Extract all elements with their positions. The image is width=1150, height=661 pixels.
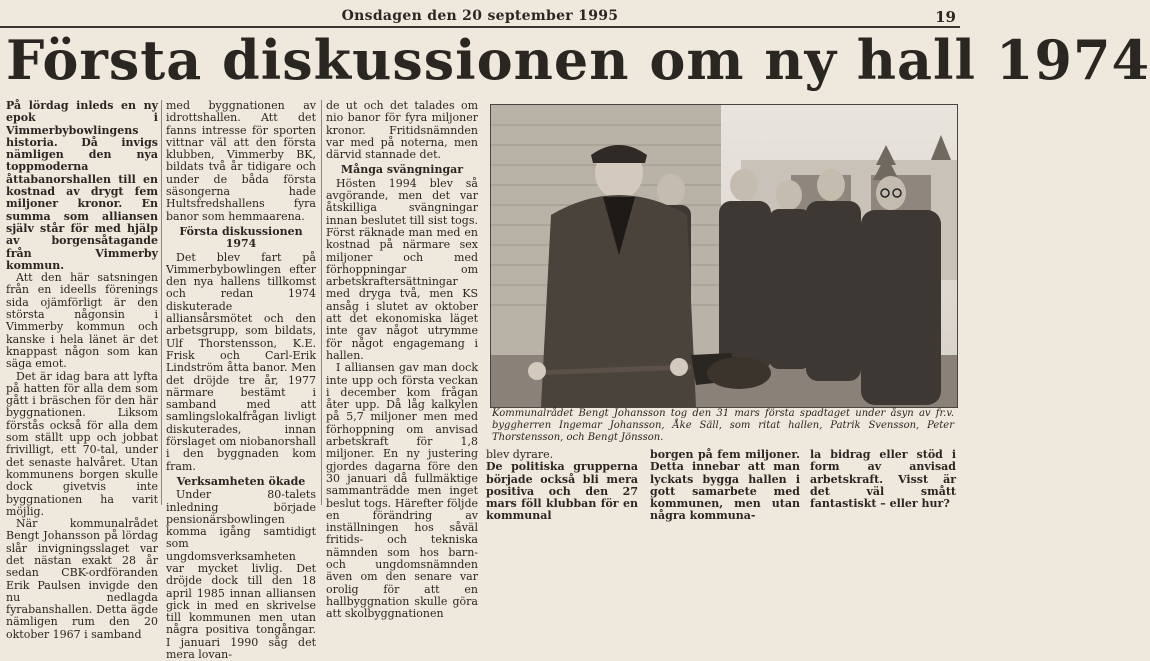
article-column-1 <box>6 99 158 641</box>
paragraph: Det är idag bara att lyfta på hatten för alla dem som gått i bräschen för den här byggnationen. Liksom förstås också för alla dem som ställt upp och jobbat frivilligt, ett 70-tal, under det senaste halvåret. Utan kommunens borgen skulle dock givetvis inte byggnationen ha varit möjlig. <box>6 369 158 518</box>
paragraph: Hösten 1994 blev så avgörande, men det var åtskilliga svängningar innan beslutet till sist togs. Först räknade man med en kostnad på närmare sex miljoner och med förhoppningar om arbetskraftersättningar med dryga två, men KS ansåg i slutet av oktober att det ekonomiska läget inte gav något utrymme för något engagemang i hallen. <box>326 176 478 362</box>
page-number: 19 <box>935 8 956 26</box>
subheading: Många svängningar <box>340 163 464 177</box>
paragraph: borgen på fem miljoner. Detta innebar att man lyckats bygga hallen i gott samarbete med kommunen, men utan några kommuna- <box>650 448 800 523</box>
bottom-column-2 <box>650 448 800 523</box>
subheading: Verksamheten ökade <box>176 474 306 488</box>
article-lead: På lördag inleds en ny epok i Vimmerbybowlingens historia. Då invigs nämligen den nya toppmoderna åttabanorshallen till en kostnad av drygt fem miljoner kronor. En summa som alliansen själv står för med hjälp av borgensåtagande från Vimmerby kommun. <box>6 99 158 272</box>
photo-caption: Kommunalrådet Bengt Johansson tog den 31 mars första spadtaget under åsyn av fr.v. byggherren Ingemar Johansson, Åke Säll, som ritat hallen, Patrik Svensson, Peter Thorstensson, och Bengt Jönsson. <box>492 408 954 443</box>
page-header <box>0 6 960 28</box>
dateline: Onsdagen den 20 september 1995 <box>341 8 619 24</box>
paragraph: med byggnationen av idrottshallen. Att det fanns intresse för sporten vittnar väl att den första klubben, Vimmerby BK, bildats två år tidigare och under de båda första säsongerna hade Hultsfredshallens fyra banor som hemmaarena. <box>166 99 316 223</box>
groundbreaking-photo-illustration <box>491 105 957 407</box>
column-divider <box>161 100 162 505</box>
article-column-3 <box>326 99 478 621</box>
headline: Första diskussionen om ny hall 1974 <box>6 28 1150 92</box>
paragraph: blev dyrare. <box>486 448 554 461</box>
bottom-column-3 <box>810 448 956 511</box>
subheading: Första diskussionen 1974 <box>179 224 303 251</box>
paragraph: Det blev fart på Vimmerbybowlingen efter den nya hallens tillkomst och redan 1974 diskuterade alliansårsmötet och den arbetsgrupp, som bildats, Ulf Thorstensson, K.E. Frisk och Carl-Erik Lindström åtta banor. Men det dröjde tre år, 1977 närmare bestämt i samband med att samlingslokalfrågan livligt diskuterades, innan förslaget om niobanorshall i den byggnaden kom fram. <box>166 250 316 473</box>
column-divider <box>321 100 322 505</box>
paragraph: la bidrag eller stöd i form av anvisad arbetskraft. Visst är det väl smått fantastiskt – eller hur? <box>810 448 956 511</box>
bottom-column-1 <box>486 448 638 523</box>
paragraph: de ut och det talades om nio banor för fyra miljoner kronor. Fritidsnämnden var med på noterna, men därvid stannade det. <box>326 99 478 162</box>
paragraph: De politiska grupperna började också bli mera positiva och den 27 mars föll klubban för en kommunal <box>486 460 638 523</box>
paragraph: Att den här satsningen från en ideells förenings sida ojämförligt är den största någonsin i Vimmerby kommun och kanske i hela länet är det knappast någon som kan säga emot. <box>6 271 158 371</box>
paragraph: I alliansen gav man dock inte upp och första veckan i december kom frågan åter upp. Då låg kalkylen på 5,7 miljoner men med förhoppning om anvisad arbetskraft för 1,8 miljoner. En ny justering gjordes dagarna före den 30 januari då fullmäktige sammanträdde men inget beslut togs. Härefter följde en förändring av inställningen hos såväl fritids- och tekniska nämnden som hos barn- och ungdomsnämnden även om den senare var orolig för att en hallbyggnation skulle göra att skolbyggnationen <box>326 361 478 621</box>
paragraph: När kommunalrådet Bengt Johansson på lördag slår invigningsslaget var det nästan exakt 28 år sedan CBK-ordföranden Erik Paulsen invigde den nu nedlagda fyrabanshallen. Detta ägde nämligen rum den 20 oktober 1967 i samband <box>6 517 158 641</box>
news-photo <box>490 104 958 408</box>
paragraph: Under 80-talets inledning började pensionärsbowlingen komma igång samtidigt som ungdomsverksamheten var mycket livlig. Det dröjde dock till den 18 april 1985 innan alliansen gick in med en skrivelse till kommunen men utan några positiva tongångar. I januari 1990 såg det mera lovan- <box>166 488 316 661</box>
article-column-2 <box>166 99 316 661</box>
